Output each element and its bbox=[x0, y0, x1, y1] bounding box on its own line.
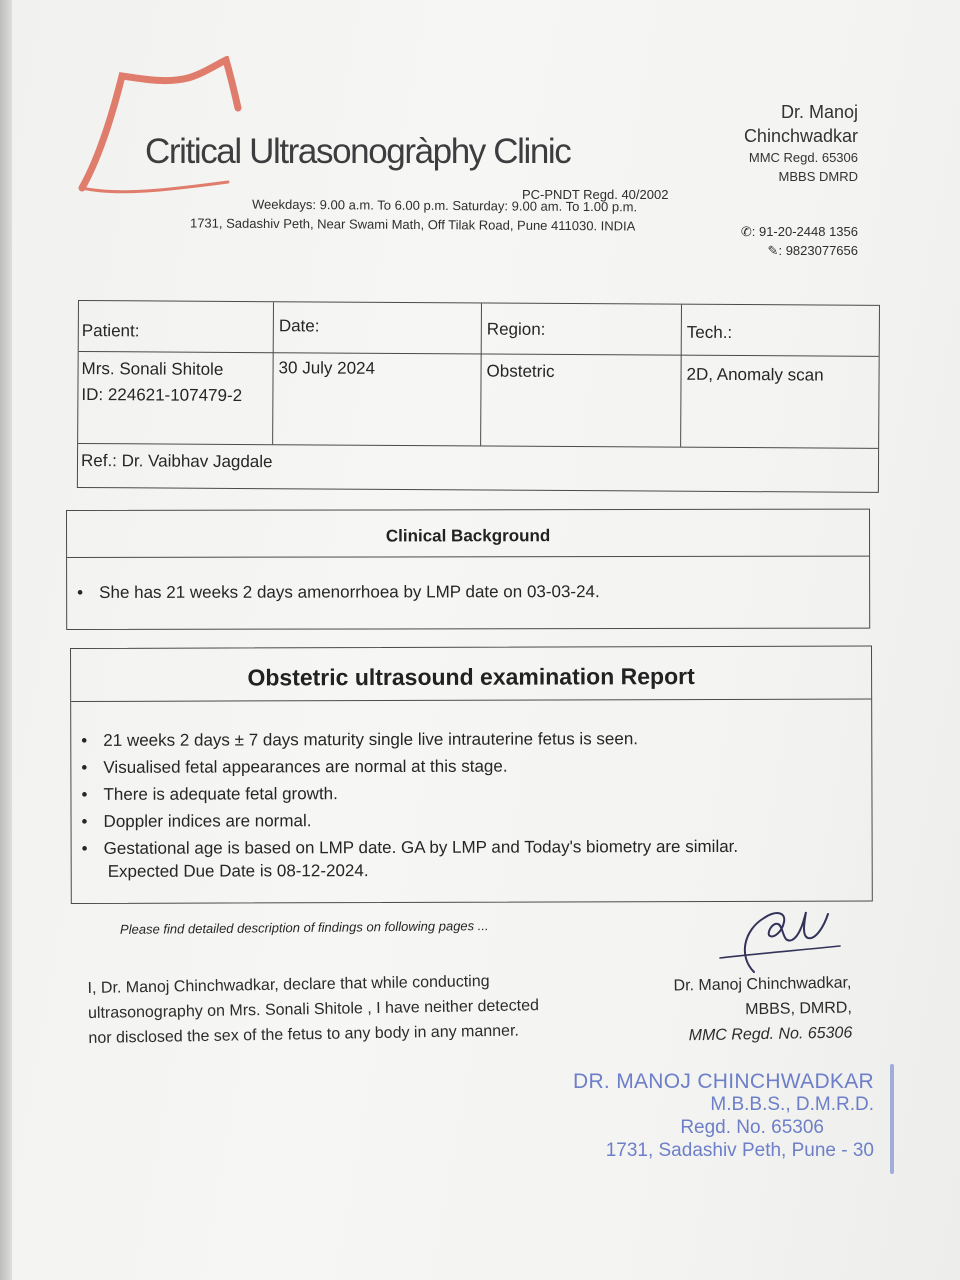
referral: Ref.: Dr. Vaibhav Jagdale bbox=[80, 451, 273, 472]
stamp-regd: Regd. No. 65306 bbox=[680, 1117, 824, 1138]
signatory-name: Dr. Manoj Chinchwadkar, bbox=[673, 974, 852, 995]
report-findings-list bbox=[75, 725, 738, 862]
doctor-stamp bbox=[573, 1070, 874, 1162]
signatory-regd: MMC Regd. No. 65306 bbox=[688, 1024, 853, 1045]
report-title: Obstetric ultrasound examination Report bbox=[247, 663, 695, 691]
doctor-signature bbox=[712, 900, 852, 980]
list-item: • Gestational age is based on LMP date. GA by LMP and Today's biometry are similar. bbox=[76, 833, 739, 862]
clinical-background-box bbox=[66, 509, 870, 630]
box-divider bbox=[71, 698, 871, 702]
contact-info bbox=[741, 222, 858, 260]
mobile-line: ✎: 9823077656 bbox=[767, 243, 858, 258]
doctor-info bbox=[744, 100, 858, 186]
region-label: Region: bbox=[486, 319, 546, 339]
list-item: • There is adequate fetal growth. bbox=[75, 779, 738, 808]
doctor-name-line2: Chinchwadkar bbox=[743, 126, 858, 146]
stamp-border bbox=[890, 1064, 894, 1174]
page-edge bbox=[0, 0, 12, 1280]
patient-name: Mrs. Sonali Shitole bbox=[81, 359, 224, 379]
doctor-name-line1: Dr. Manoj bbox=[780, 102, 858, 122]
patient-label: Patient: bbox=[81, 321, 140, 341]
clinical-background-list bbox=[71, 582, 600, 603]
mobile-number: 9823077656 bbox=[785, 243, 858, 258]
table-divider bbox=[680, 305, 682, 447]
report-page bbox=[12, 0, 960, 1280]
patient-details-table bbox=[77, 300, 880, 493]
list-item: • Visualised fetal appearances are normal at this stage. bbox=[75, 752, 738, 781]
stamp-name: DR. MANOJ CHINCHWADKAR bbox=[573, 1070, 874, 1093]
doctor-mmc-regd: MMC Regd. 65306 bbox=[748, 150, 858, 165]
clinic-name: Critical Ultrasonogràphy Clinic bbox=[145, 132, 571, 171]
phone-number: 91-20-2448 1356 bbox=[758, 224, 858, 239]
stamp-degrees: M.B.B.S., D.M.R.D. bbox=[710, 1094, 874, 1115]
signatory-block bbox=[673, 970, 852, 1048]
tech-label: Tech.: bbox=[686, 322, 733, 342]
doctor-degrees: MBBS DMRD bbox=[778, 169, 858, 184]
clinic-hours: Weekdays: 9.00 a.m. To 6.00 p.m. Saturday: 9.00 am. To 1.00 p.m. bbox=[251, 196, 638, 215]
report-box bbox=[70, 645, 873, 904]
clinic-address: 1731, Sadashiv Peth, Near Swami Math, Off Tilak Road, Pune 411030. INDIA bbox=[189, 215, 636, 234]
date-label: Date: bbox=[278, 316, 320, 336]
pcpndt-declaration: I, Dr. Manoj Chinchwadkar, declare that while conducting ultrasonography on Mrs. Sonali Shitole , I have neither detected nor disclosed the sex of the fetus to any body in any manner. bbox=[87, 973, 540, 1048]
stamp-address: 1731, Sadashiv Peth, Pune - 30 bbox=[605, 1140, 874, 1161]
box-divider bbox=[67, 556, 869, 559]
list-item: • Doppler indices are normal. bbox=[76, 806, 739, 835]
clinic-logo-swoosh-icon bbox=[78, 56, 248, 196]
pcpndt-registration: PC-PNDT Regd. 40/2002 bbox=[522, 187, 669, 202]
findings-note: Please find detailed description of findings on following pages ... bbox=[119, 918, 489, 937]
table-divider bbox=[78, 443, 878, 449]
exam-technique: 2D, Anomaly scan bbox=[686, 364, 824, 385]
table-divider bbox=[480, 303, 482, 445]
exam-date: 30 July 2024 bbox=[278, 358, 376, 378]
expected-due-date: Expected Due Date is 08-12-2024. bbox=[107, 861, 369, 881]
signatory-degrees: MBBS, DMRD, bbox=[745, 999, 853, 1019]
list-item: • She has 21 weeks 2 days amenorrhoea by LMP date on 03-03-24. bbox=[71, 582, 600, 603]
phone-line: ✆: 91-20-2448 1356 bbox=[740, 224, 858, 239]
table-divider bbox=[272, 302, 274, 444]
phone-icon: ✆ bbox=[740, 224, 752, 239]
list-item: • 21 weeks 2 days ± 7 days maturity single live intrauterine fetus is seen. bbox=[75, 725, 738, 754]
exam-region: Obstetric bbox=[486, 361, 555, 381]
clinical-background-title: Clinical Background bbox=[385, 526, 551, 546]
table-divider bbox=[79, 351, 879, 357]
patient-id: ID: 224621-107479-2 bbox=[81, 385, 243, 406]
mobile-icon: ✎ bbox=[767, 243, 779, 258]
